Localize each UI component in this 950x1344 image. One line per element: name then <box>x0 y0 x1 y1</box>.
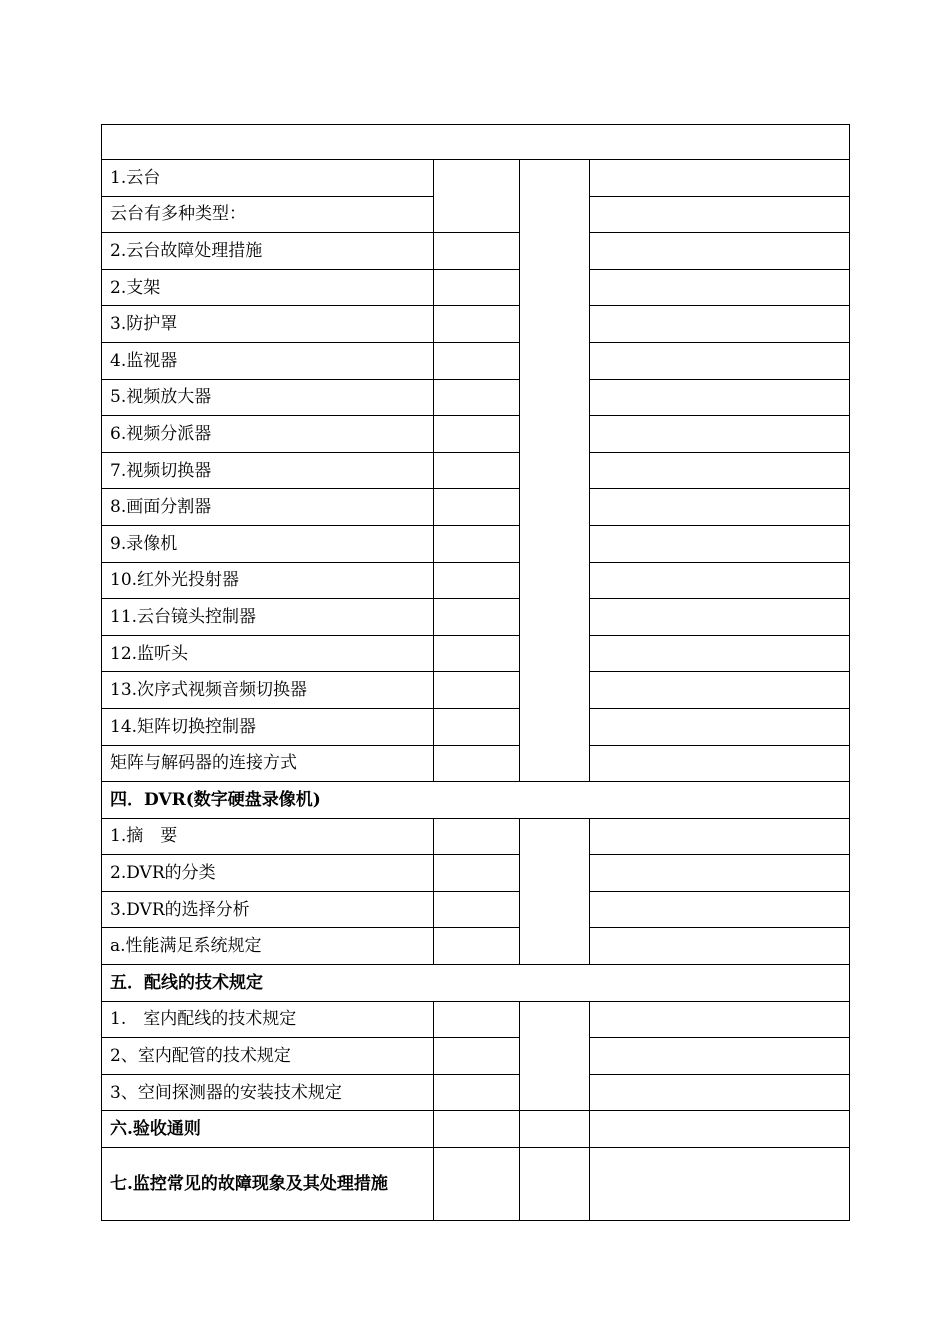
item-label: 云台有多种类型： <box>102 196 434 233</box>
blank-cell <box>590 635 850 672</box>
blank-cell <box>434 1111 520 1148</box>
item-label: 6.视频分派器 <box>102 416 434 453</box>
item-label: 10.红外光投射器 <box>102 562 434 599</box>
blank-cell <box>434 562 520 599</box>
section-row <box>102 965 850 1002</box>
table-row <box>102 160 850 197</box>
item-label: 4.监视器 <box>102 342 434 379</box>
blank-cell <box>434 928 520 965</box>
blank-cell <box>434 233 520 270</box>
blank-cell <box>434 525 520 562</box>
item-label: 2.DVR的分类 <box>102 855 434 892</box>
item-label: 3、空间探测器的安装技术规定 <box>102 1074 434 1111</box>
item-label: 六.验收通则 <box>102 1111 434 1148</box>
blank-cell <box>434 855 520 892</box>
blank-cell <box>590 416 850 453</box>
blank-cell <box>590 196 850 233</box>
item-label: 8.画面分割器 <box>102 489 434 526</box>
blank-cell <box>434 599 520 636</box>
table-row <box>102 1148 850 1221</box>
table-row <box>102 452 850 489</box>
item-label: 3.DVR的选择分析 <box>102 891 434 928</box>
blank-cell <box>590 306 850 343</box>
table-row <box>102 489 850 526</box>
item-label: 3.防护罩 <box>102 306 434 343</box>
blank-cell <box>434 160 520 233</box>
table-row <box>102 855 850 892</box>
item-label: 12.监听头 <box>102 635 434 672</box>
blank-cell <box>434 1148 520 1221</box>
section-title: 四．DVR(数字硬盘录像机) <box>102 782 850 819</box>
merged-blank-cell <box>520 1001 590 1111</box>
blank-cell <box>520 1111 590 1148</box>
table-row <box>102 306 850 343</box>
blank-cell <box>590 269 850 306</box>
table-row <box>102 416 850 453</box>
blank-cell <box>590 489 850 526</box>
table-row <box>102 891 850 928</box>
blank-cell <box>434 745 520 782</box>
item-label: 2.云台故障处理措施 <box>102 233 434 270</box>
table-row <box>102 745 850 782</box>
table-header-row <box>102 125 850 160</box>
table-row <box>102 269 850 306</box>
blank-cell <box>590 1074 850 1111</box>
blank-cell <box>590 599 850 636</box>
merged-blank-cell <box>520 818 590 964</box>
blank-cell <box>590 1038 850 1075</box>
blank-cell <box>434 269 520 306</box>
table-row <box>102 1038 850 1075</box>
item-label: 11.云台镜头控制器 <box>102 599 434 636</box>
blank-cell <box>590 525 850 562</box>
merged-blank-cell <box>520 160 590 782</box>
blank-cell <box>590 562 850 599</box>
item-label: 14.矩阵切换控制器 <box>102 708 434 745</box>
blank-cell <box>434 452 520 489</box>
section-row <box>102 782 850 819</box>
section-title: 五．配线的技术规定 <box>102 965 850 1002</box>
blank-cell <box>434 1074 520 1111</box>
item-label: 七.监控常见的故障现象及其处理措施 <box>102 1148 434 1221</box>
blank-cell <box>434 1001 520 1038</box>
document-table <box>101 124 850 1221</box>
item-label: 2.支架 <box>102 269 434 306</box>
table-row <box>102 672 850 709</box>
table-row <box>102 379 850 416</box>
item-label: 1.云台 <box>102 160 434 197</box>
blank-cell <box>590 745 850 782</box>
item-label: 13.次序式视频音频切换器 <box>102 672 434 709</box>
item-label: a.性能满足系统规定 <box>102 928 434 965</box>
blank-cell <box>590 452 850 489</box>
blank-cell <box>434 306 520 343</box>
item-label: 9.录像机 <box>102 525 434 562</box>
table-row <box>102 708 850 745</box>
table-row <box>102 1074 850 1111</box>
item-label: 7.视频切换器 <box>102 452 434 489</box>
blank-cell <box>590 342 850 379</box>
blank-cell <box>590 855 850 892</box>
blank-cell <box>590 891 850 928</box>
table-row <box>102 1001 850 1038</box>
blank-cell <box>434 416 520 453</box>
blank-cell <box>590 708 850 745</box>
item-label: 矩阵与解码器的连接方式 <box>102 745 434 782</box>
blank-cell <box>434 379 520 416</box>
header-cell <box>102 125 850 160</box>
item-label: 2、室内配管的技术规定 <box>102 1038 434 1075</box>
item-label: 5.视频放大器 <box>102 379 434 416</box>
blank-cell <box>434 489 520 526</box>
table-row <box>102 635 850 672</box>
blank-cell <box>434 342 520 379</box>
blank-cell <box>434 635 520 672</box>
blank-cell <box>520 1148 590 1221</box>
item-label: 1.摘 要 <box>102 818 434 855</box>
item-label: 1. 室内配线的技术规定 <box>102 1001 434 1038</box>
blank-cell <box>434 818 520 855</box>
table-row <box>102 1111 850 1148</box>
blank-cell <box>590 160 850 197</box>
table-row <box>102 928 850 965</box>
blank-cell <box>590 672 850 709</box>
table-row <box>102 562 850 599</box>
table-row <box>102 599 850 636</box>
blank-cell <box>590 818 850 855</box>
blank-cell <box>590 233 850 270</box>
blank-cell <box>590 1148 850 1221</box>
blank-cell <box>590 1111 850 1148</box>
blank-cell <box>434 1038 520 1075</box>
blank-cell <box>434 672 520 709</box>
blank-cell <box>434 891 520 928</box>
table-row <box>102 233 850 270</box>
table-row <box>102 342 850 379</box>
blank-cell <box>590 928 850 965</box>
blank-cell <box>434 708 520 745</box>
blank-cell <box>590 379 850 416</box>
table-row <box>102 818 850 855</box>
blank-cell <box>590 1001 850 1038</box>
table-row <box>102 525 850 562</box>
